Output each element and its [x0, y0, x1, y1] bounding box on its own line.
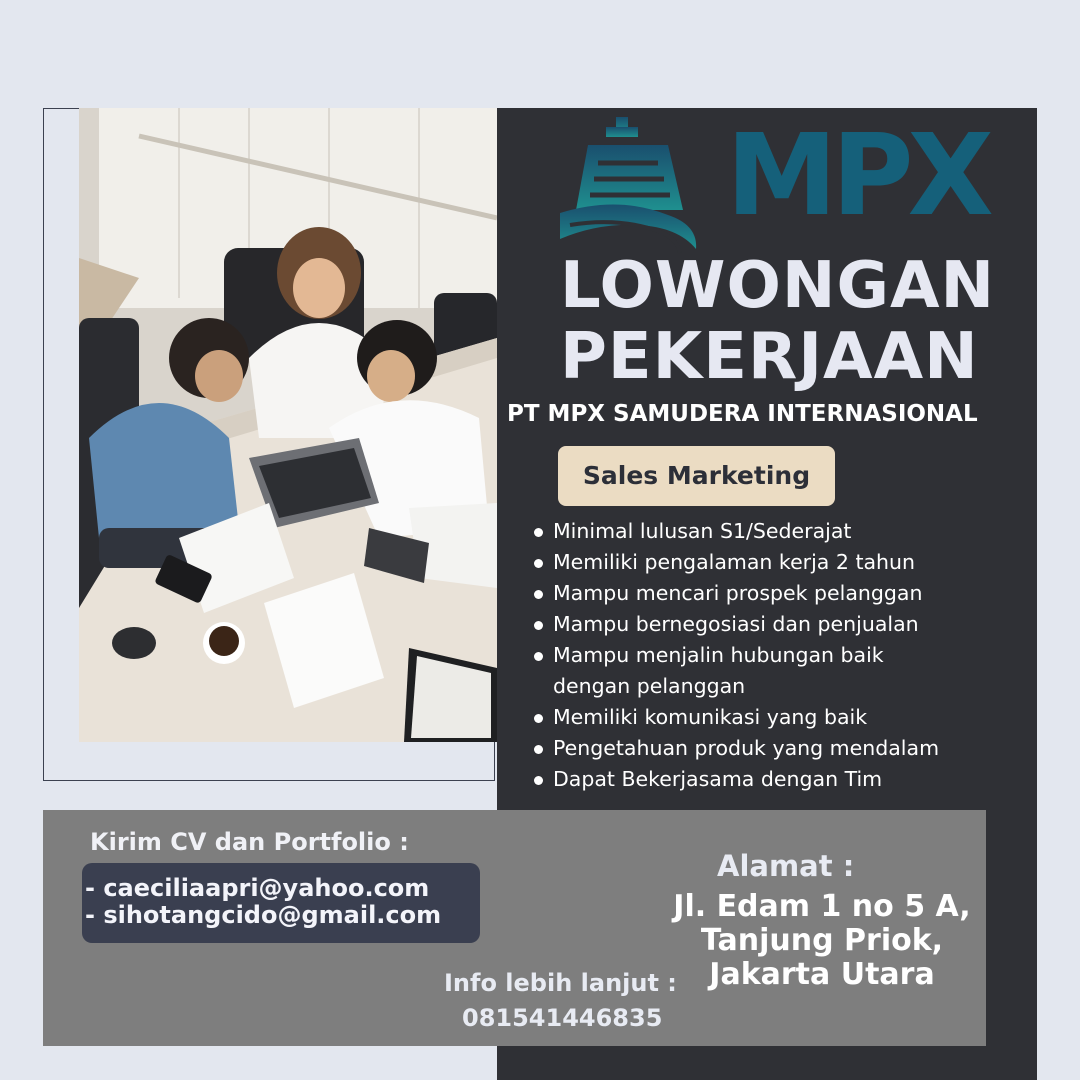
address-line-1: Jl. Edam 1 no 5 A, [673, 889, 971, 924]
requirement-item: Mampu bernegosiasi dan penjualan [534, 609, 939, 640]
requirements-list [534, 516, 939, 795]
requirement-item: Pengetahuan produk yang mendalam [534, 733, 939, 764]
headline-line-2: PEKERJAAN [560, 320, 979, 394]
brand-logo-text: MPX [726, 111, 988, 241]
requirement-item: Minimal lulusan S1/Sederajat [534, 516, 939, 547]
requirement-item: Mampu mencari prospek pelanggan [534, 578, 939, 609]
requirement-item: Dapat Bekerjasama dengan Tim [534, 764, 939, 795]
address-line-3: Jakarta Utara [709, 957, 935, 992]
phone-number[interactable]: 081541446835 [462, 1004, 663, 1032]
requirement-item: Memiliki pengalaman kerja 2 tahun [534, 547, 939, 578]
company-name: PT MPX SAMUDERA INTERNASIONAL [507, 401, 978, 427]
ship-on-waves-icon [558, 115, 728, 255]
address-title: Alamat : [717, 849, 855, 883]
email-1[interactable]: - caeciliaapri@yahoo.com [85, 874, 430, 902]
address [672, 890, 972, 992]
requirement-item: Memiliki komunikasi yang baik [534, 702, 939, 733]
email-2[interactable]: - sihotangcido@gmail.com [85, 901, 442, 929]
address-line-2: Tanjung Priok, [700, 923, 944, 958]
requirement-item: Mampu menjalin hubungan baik dengan pelanggan [534, 640, 913, 702]
cv-title: Kirim CV dan Portfolio : [90, 828, 409, 856]
team-meeting-photo [79, 108, 497, 742]
info-title: Info lebih lanjut : [444, 969, 677, 997]
position-badge: Sales Marketing [558, 446, 835, 506]
headline-line-1: LOWONGAN [560, 249, 996, 323]
